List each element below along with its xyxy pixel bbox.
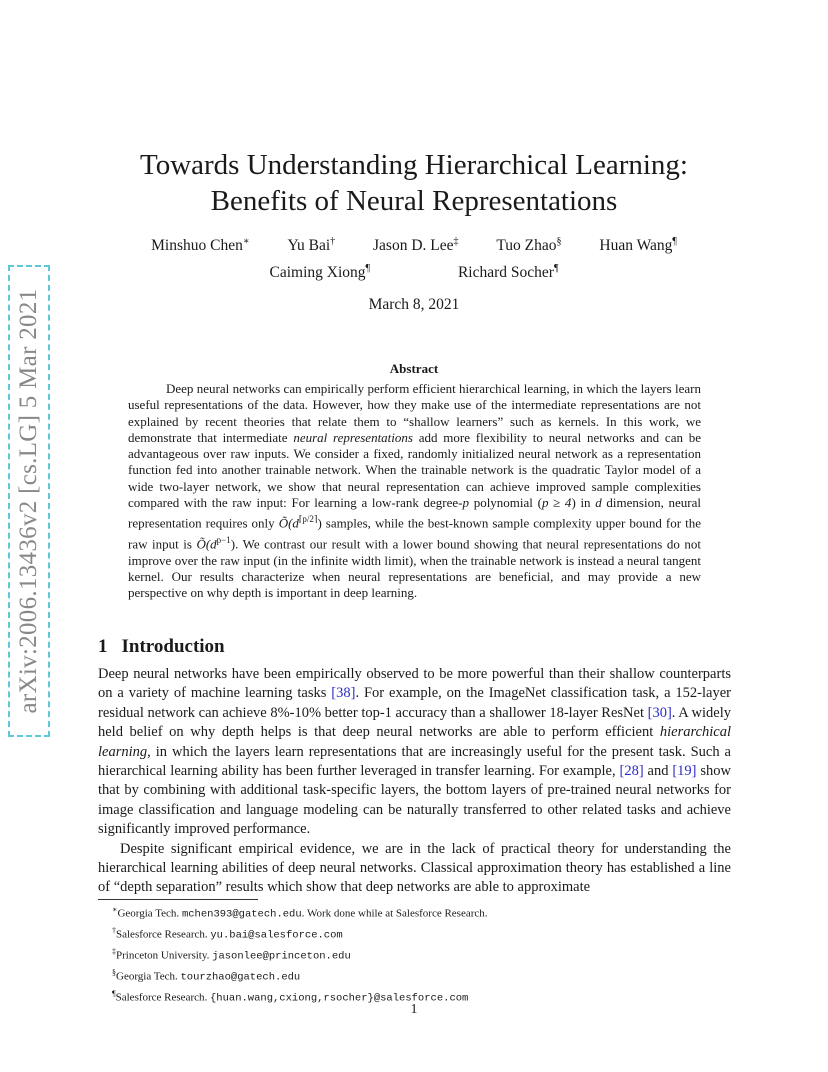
citation-link[interactable]: [19]: [672, 763, 697, 780]
author: Tuo Zhao§: [496, 236, 562, 255]
introduction-body: [98, 665, 731, 898]
abstract-heading: Abstract: [389, 361, 439, 376]
author: Richard Socher¶: [457, 263, 559, 282]
author: Minshuo Chen∗: [151, 236, 250, 255]
paper-title: Towards Understanding Hierarchical Learning: Benefits of Neural Representations: [140, 149, 688, 217]
abstract-body: Deep neural networks can empirically perform efficient hierarchical learning, in which the layers learn useful representations of the data. However, how they make use of the intermediate representations are not explained by recent theories that relate them to “shallow learners” such as kernels. In this work, we demonstrate that intermediate neural representations add more flexibility to neural networks and can be advantageous over raw inputs. We consider a fixed, randomly initialized neural network as a representation function fed into another trainable network. When the trainable network is the quadratic Taylor model of a wide two-layer network, we show that neural representation can achieve improved sample complexities compared with the raw input: For learning a low-rank degree-p polynomial (p ≥ 4) in d dimension, neural representation requires only $Õ(d^{⌈p/2⌉})$ samples, while the best-known sample complexity upper bound for the raw input is $Õ(d^{p-1})$. We contrast our result with a lower bound showing that neural representations do not improve over the raw input (in the infinite width limit), when the trainable network is instead a neural tangent kernel. Our results characterize when neural representations are beneficial, and may provide a new perspective on why depth is important in deep learning.: [128, 381, 702, 601]
intro-paragraph-1: Deep neural networks have been empirically observed to be more powerful than their shallow counterparts on a variety of machine learning tasks [38]. For example, on the ImageNet classification task, a 152-layer residual network can achieve 8%-10% better top-1 accuracy than a shallower 18-layer ResNet [30]. A widely held belief on why depth helps is that deep neural networks are able to perform efficient hierarchical learning, in which the layers learn representations that are increasingly useful for the present task. Such a hierarchical learning ability has been further leveraged in transfer learning. For example, [28] and [19] show that by combining with additional task-specific layers, the bottom layers of pre-trained neural networks for image classification and language modeling can be naturally transferred to other related tasks and achieve significantly improved performance.: [98, 666, 731, 838]
author: Caiming Xiong¶: [269, 263, 371, 282]
author: Yu Bai†: [287, 236, 336, 255]
authors-row-2: [0, 263, 828, 282]
footnote: ∗Georgia Tech. mchen393@gatech.edu. Work done while at Salesforce Research.: [112, 905, 488, 921]
section-heading-introduction: 1 Introduction: [98, 636, 225, 657]
citation-link[interactable]: [28]: [619, 763, 644, 780]
author: Jason D. Lee‡: [373, 236, 459, 255]
intro-paragraph-2: Despite significant empirical evidence, we are in the lack of practical theory for understanding the hierarchical learning abilities of deep neural networks. Classical approximation theory has established a line of “depth separation” results which show that deep networks are able to approximate: [98, 840, 731, 896]
author: Huan Wang¶: [599, 236, 677, 255]
footnote: §Georgia Tech. tourzhao@gatech.edu: [112, 967, 301, 984]
footnotes: [112, 902, 488, 1007]
publication-date: March 8, 2021: [368, 296, 460, 313]
arxiv-id: arXiv:2006.13436v2 [cs.LG] 5 Mar 2021: [15, 288, 42, 714]
authors-row-1: [0, 236, 828, 255]
citation-link[interactable]: [38]: [331, 685, 356, 702]
footnote: †Salesforce Research. yu.bai@salesforce.com: [112, 925, 343, 942]
page-number: 1: [410, 1002, 418, 1017]
footnote: ‡Princeton University. jasonlee@princeton.edu: [112, 946, 351, 963]
citation-link[interactable]: [30]: [647, 704, 672, 721]
footnote: ¶Salesforce Research. {huan.wang,cxiong,rsocher}@salesforce.com: [112, 988, 469, 1005]
footnote-rule: [98, 899, 258, 900]
arxiv-watermark: [8, 265, 50, 737]
